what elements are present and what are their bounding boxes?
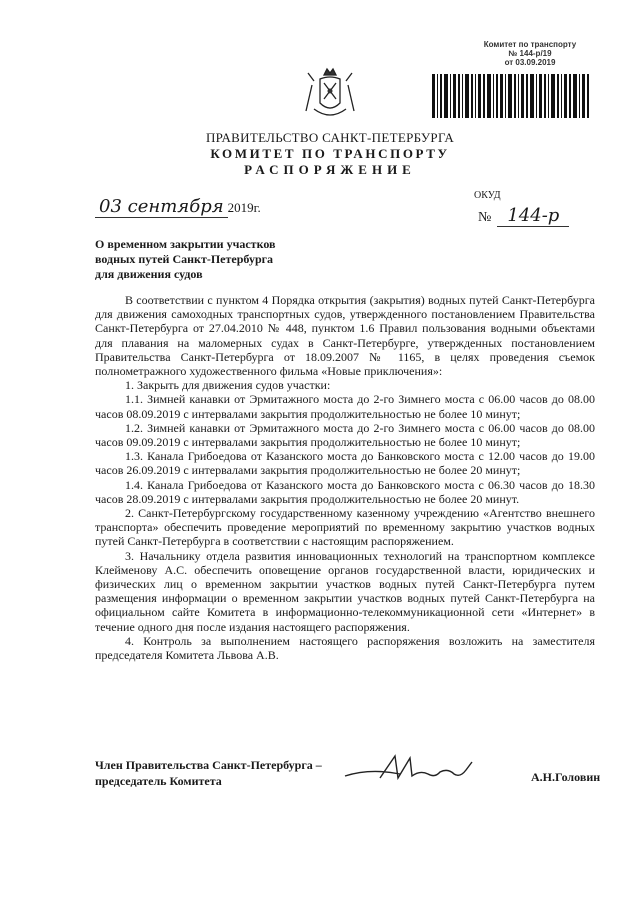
clause-1-4: 1.4. Канала Грибоедова от Казанского моста до Банковского моста с 06.30 часов до 18.30 часов 28.09.2019 с интервалами закрытия продолжительностью не более 20 минут.: [95, 477, 595, 506]
clause-1-2: 1.2. Зимней канавки от Эрмитажного моста до 2-го Зимнего моста с 06.00 часов до 08.00 часов 09.09.2019 с интервалами закрытия продолжительностью не более 10 минут;: [95, 420, 595, 450]
preamble-paragraph: В соответствии с пунктом 4 Порядка открытия (закрытия) водных путей Санкт-Петербурга для движения самоходных транспортных судов, утвержденного постановлением Правительства Санкт-Петербурга от 27.04.2010 № 448, пунктом 1.6 Правил пользования водными объектами для плавания на маломерных судах в Санкт-Петербурге, утвержденных постановлением Правительства Санкт-Петербурга от 18.09.2007 № 1165, в целях проведения съемок полнометражного художественного фильма «Новые приключения»:: [95, 293, 595, 379]
coat-of-arms-emblem: [300, 65, 360, 125]
subject-line: О временном закрытии участков: [95, 237, 276, 251]
signatory-name: А.Н.Головин: [531, 770, 601, 784]
clause-1: 1. Закрыть для движения судов участки:: [125, 378, 331, 393]
handwritten-number: 144-р: [497, 205, 569, 227]
government-title: ПРАВИТЕЛЬСТВО САНКТ-ПЕТЕРБУРГА: [205, 130, 455, 145]
subject-line: для движения судов: [95, 267, 203, 281]
handwritten-date: 03 сентября: [95, 196, 228, 218]
stamp-line-committee: Комитет по транспорту: [483, 40, 577, 49]
subject-line: водных путей Санкт-Петербурга: [95, 252, 274, 266]
document-subject: [95, 237, 345, 282]
okud-label: ОКУД: [474, 190, 501, 201]
signatory-title: [95, 757, 322, 789]
signatory-title-line2: председатель Комитета: [95, 774, 222, 788]
clause-1-3: 1.3. Канала Грибоедова от Казанского моста до Банковского моста с 12.00 часов до 19.00 часов 26.09.2019 с интервалами закрытия продолжительностью не более 20 минут;: [95, 449, 595, 478]
document-type-title: РАСПОРЯЖЕНИЕ: [244, 162, 416, 177]
handwritten-signature: [340, 748, 490, 788]
clause-3: 3. Начальнику отдела развития инновационных технологий на транспортном комплексе Клейменову А.С. обеспечить оповещение органов государственной власти, юридических и физических лиц о временном закрытии участков водных путей Санкт-Петербурга путем размещения информации о временном закрытии участков водных путей Санкт-Петербурга на официальном сайте Комитета в информационно-телекоммуникационной сети «Интернет» в течение одного дня после издания настоящего распоряжения.: [95, 548, 595, 634]
signatory-title-line1: Член Правительства Санкт-Петербурга –: [95, 758, 322, 772]
committee-title: КОМИТЕТ ПО ТРАНСПОРТУ: [210, 146, 450, 161]
number-prefix: №: [478, 210, 492, 225]
stamp-line-date: от 03.09.2019: [504, 58, 556, 67]
document-date: [95, 196, 261, 217]
stamp-line-number: № 144-р/19: [508, 49, 552, 58]
date-year: 2019г.: [227, 200, 261, 215]
barcode: [430, 70, 590, 122]
document-body: [95, 293, 595, 662]
clause-1-1: 1.1. Зимней канавки от Эрмитажного моста до 2-го Зимнего моста с 06.00 часов до 08.00 часов 08.09.2019 с интервалами закрытия продолжительностью не более 10 минут;: [95, 392, 595, 421]
clause-2: 2. Санкт-Петербургскому государственному казенному учреждению «Агентство внешнего транспорта» обеспечить проведение мероприятий по временному закрытию участков водных путей Санкт-Петербурга в соответствии с настоящим распоряжением.: [95, 506, 595, 549]
document-number: [478, 205, 569, 226]
registration-stamp: [470, 40, 590, 67]
clause-4: 4. Контроль за выполнением настоящего распоряжения возложить на заместителя председателя Комитета Львова А.В.: [95, 633, 595, 663]
